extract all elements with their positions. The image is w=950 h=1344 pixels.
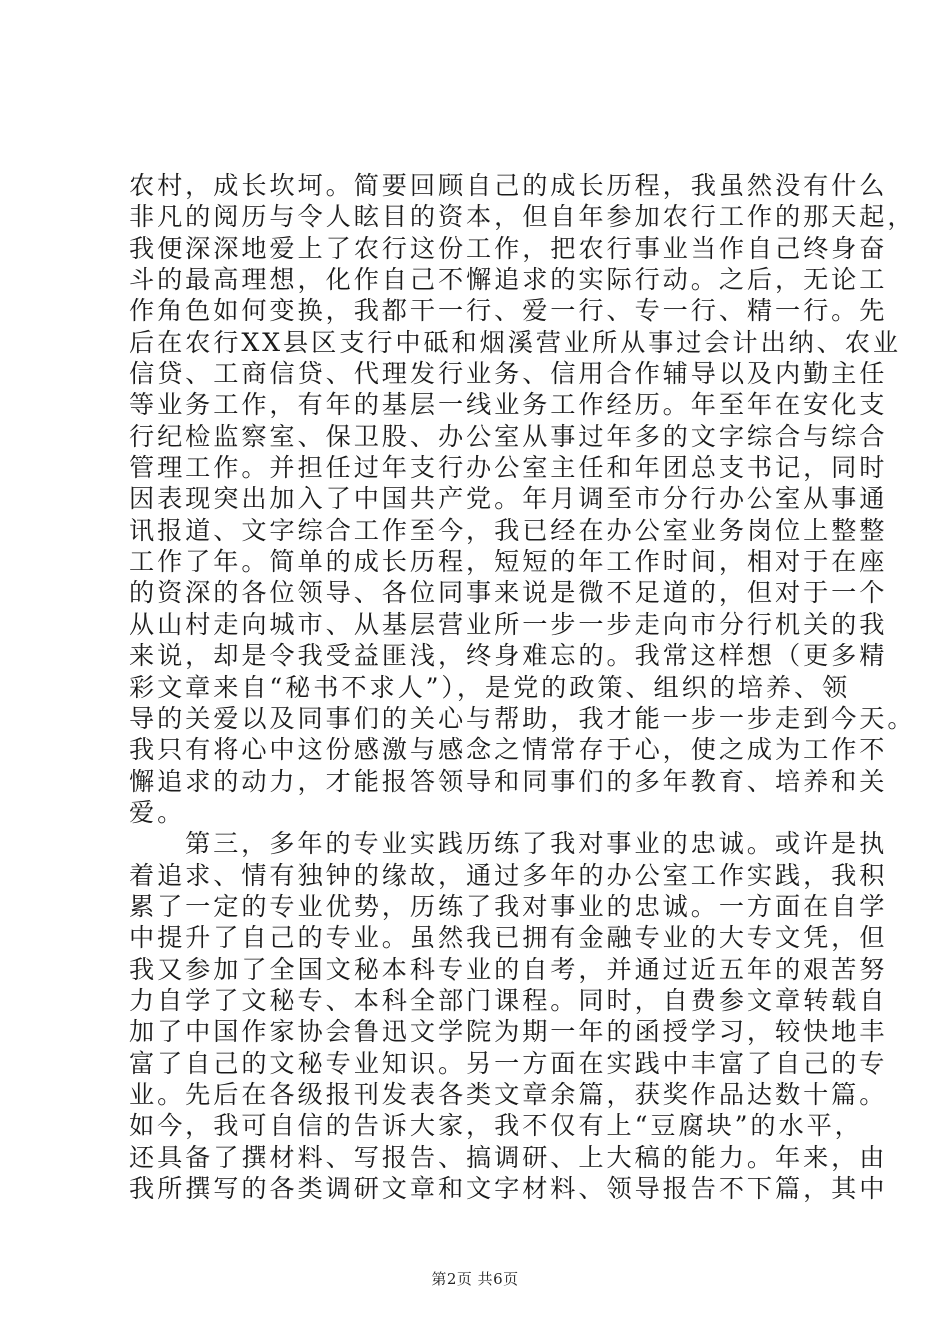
text-line: 富了自己的文秘专业知识。另一方面在实践中丰富了自己的专 [129,1048,888,1078]
text-line: 懈追求的动力，才能报答领导和同事们的多年教育、培养和关 [129,766,888,796]
text-line: 作角色如何变换，我都干一行、爱一行、专一行、精一行。先 [129,296,888,326]
text-line: 因表现突出加入了中国共产党。年月调至市分行办公室从事通 [129,484,888,514]
text-line: 还具备了撰材料、写报告、搞调研、上大稿的能力。年来，由 [129,1142,888,1172]
document-body [129,170,916,1204]
text-line: 等业务工作，有年的基层一线业务工作经历。年至年在安化支 [129,390,888,420]
text-line: 中提升了自己的专业。虽然我已拥有金融专业的大专文凭，但 [129,923,888,953]
text-line: 我又参加了全国文秘本科专业的自考，并通过近五年的艰苦努 [129,954,888,984]
text-line: 管理工作。并担任过年支行办公室主任和年团总支书记，同时 [129,453,888,483]
text-line: 累了一定的专业优势，历练了我对事业的忠诚。一方面在自学 [129,891,888,921]
text-line: 信贷、工商信贷、代理发行业务、信用合作辅导以及内勤主任 [129,359,888,389]
text-line: 我只有将心中这份感激与感念之情常存于心，使之成为工作不 [129,735,888,765]
text-line: 来说，却是令我受益匪浅，终身难忘的。我常这样想（更多精 [129,641,888,671]
text-line: 斗的最高理想，化作自己不懈追求的实际行动。之后，无论工 [129,265,888,295]
text-line: 我便深深地爱上了农行这份工作，把农行事业当作自己终身奋 [129,233,888,263]
text-line: 非凡的阅历与令人眩目的资本，但自年参加农行工作的那天起， [129,202,916,232]
text-line: 讯报道、文字综合工作至今，我已经在办公室业务岗位上整整 [129,515,888,545]
text-line: 着追求、情有独钟的缘故，通过多年的办公室工作实践，我积 [129,860,888,890]
paragraph-first-line: 第三，多年的专业实践历练了我对事业的忠诚。或许是执 [185,829,888,859]
text-line: 的资深的各位领导、各位同事来说是微不足道的，但对于一个 [129,578,888,608]
text-line: 从山村走向城市、从基层营业所一步一步走向市分行机关的我 [129,609,888,639]
text-line: 行纪检监察室、保卫股、办公室从事过年多的文字综合与综合 [129,421,888,451]
text-line: 业。先后在各级报刊发表各类文章余篇，获奖作品达数十篇。 [129,1079,888,1109]
text-line: 导的关爱以及同事们的关心与帮助，我才能一步一步走到今天。 [129,703,916,733]
page-footer [0,1268,950,1289]
text-line: 后在农行XX县区支行中砥和烟溪营业所从事过会计出纳、农业 [129,327,901,357]
text-line: 工作了年。简单的成长历程，短短的年工作时间，相对于在座 [129,547,888,577]
text-line: 加了中国作家协会鲁迅文学院为期一年的函授学习，较快地丰 [129,1017,888,1047]
text-line: 我所撰写的各类调研文章和文字材料、领导报告不下篇，其中 [129,1174,888,1203]
text-line: 彩文章来自“秘书不求人”），是党的政策、组织的培养、领 [129,672,851,702]
page-number: 第2页 共6页 [431,1270,519,1288]
text-line: 力自学了文秘专、本科全部门课程。同时，自费参文章转载自 [129,985,888,1015]
text-line: 如今，我可自信的告诉大家，我不仅有上“豆腐块”的水平， [129,1111,863,1141]
text-line: 农村，成长坎坷。简要回顾自己的成长历程，我虽然没有什么 [129,171,888,200]
text-line: 爱。 [129,797,186,827]
